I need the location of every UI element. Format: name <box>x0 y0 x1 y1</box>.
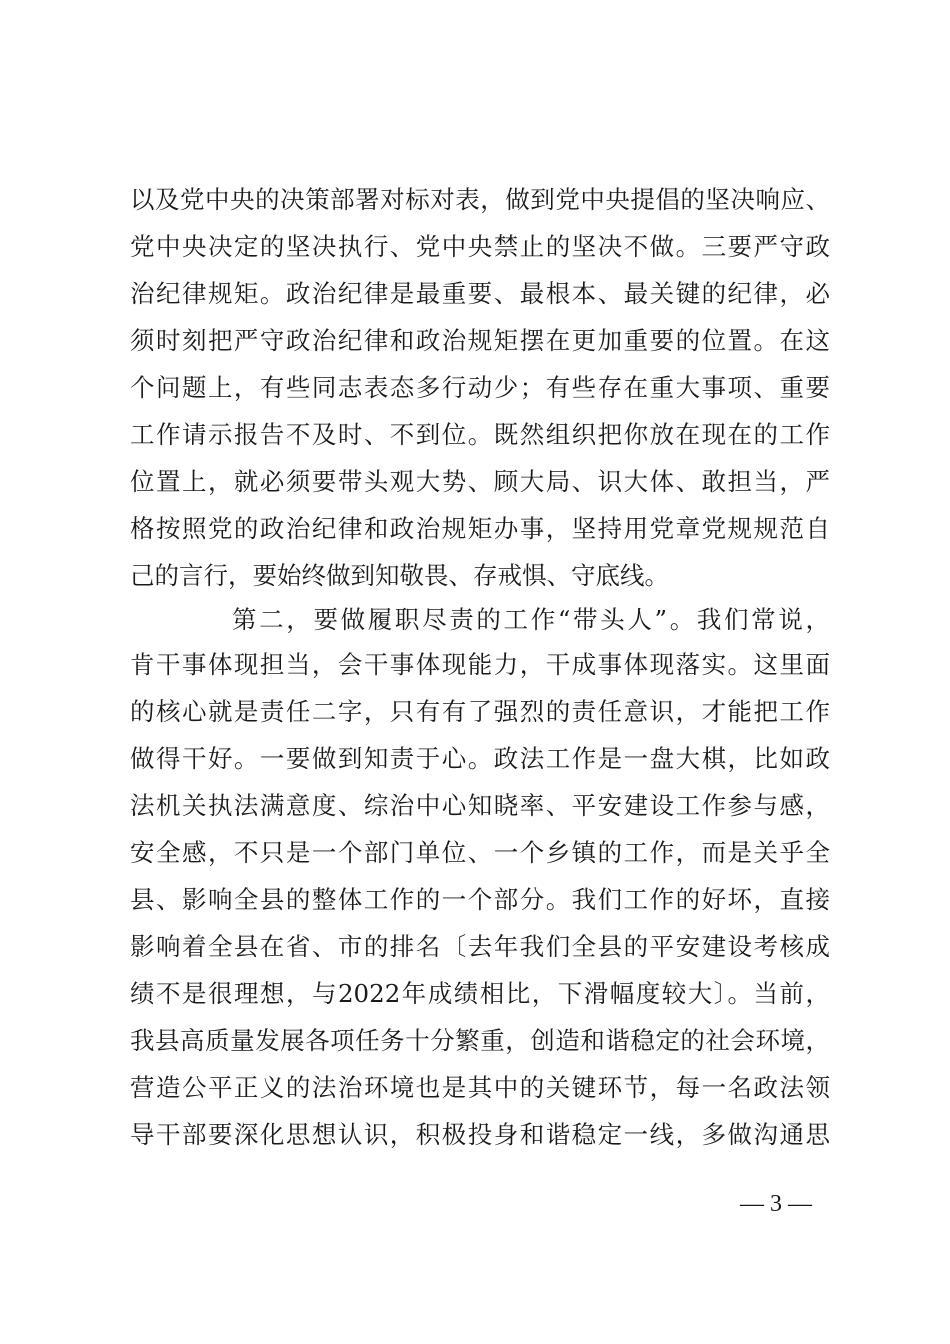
text-line: 党中央决定的坚决执行、党中央禁止的坚决不做。三要严守政 <box>130 232 830 261</box>
paragraph-end-line: 己的言行，要始终做到知敬畏、存戒惧、守底线。 <box>130 561 669 590</box>
page-number: — 3 — <box>740 1191 812 1217</box>
text-line: 的核心就是责任二字，只有有了强烈的责任意识，才能把工作 <box>130 697 830 726</box>
text-line: 以及党中央的决策部署对标对表，做到党中央提倡的坚决响应、 <box>130 185 830 214</box>
text-line: 位置上，就必须要带头观大势、顾大局、识大体、敢担当，严 <box>130 467 830 496</box>
text-line: 导干部要深化思想认识，积极投身和谐稳定一线，多做沟通思 <box>130 1120 830 1149</box>
text-line: 治纪律规矩。政治纪律是最重要、最根本、最关键的纪律，必 <box>130 279 830 308</box>
paragraph-start-line: 第二，要做履职尽责的工作“带头人”。我们常说， <box>232 605 830 634</box>
text-line: 工作请示报告不及时、不到位。既然组织把你放在现在的工作 <box>130 420 830 449</box>
text-line: 做得干好。一要做到知责于心。政法工作是一盘大棋，比如政 <box>130 744 830 773</box>
text-line: 法机关执法满意度、综治中心知晓率、平安建设工作参与感， <box>130 791 830 820</box>
text-line: 肯干事体现担当，会干事体现能力，干成事体现落实。这里面 <box>130 650 830 679</box>
text-line: 县、影响全县的整体工作的一个部分。我们工作的好坏，直接 <box>130 885 830 914</box>
text-line: 格按照党的政治纪律和政治规矩办事，坚持用党章党规规范自 <box>130 514 830 543</box>
text-line: 个问题上，有些同志表态多行动少；有些存在重大事项、重要 <box>130 373 830 402</box>
text-line: 营造公平正义的法治环境也是其中的关键环节，每一名政法领 <box>130 1073 830 1102</box>
text-line: 绩不是很理想，与2022年成绩相比，下滑幅度较大〕。当前， <box>130 979 830 1008</box>
text-line: 安全感，不只是一个部门单位、一个乡镇的工作，而是关乎全 <box>130 838 830 867</box>
text-line: 须时刻把严守政治纪律和政治规矩摆在更加重要的位置。在这 <box>130 326 830 355</box>
text-line: 影响着全县在省、市的排名〔去年我们全县的平安建设考核成 <box>130 932 830 961</box>
text-line: 我县高质量发展各项任务十分繁重，创造和谐稳定的社会环境， <box>130 1026 830 1055</box>
